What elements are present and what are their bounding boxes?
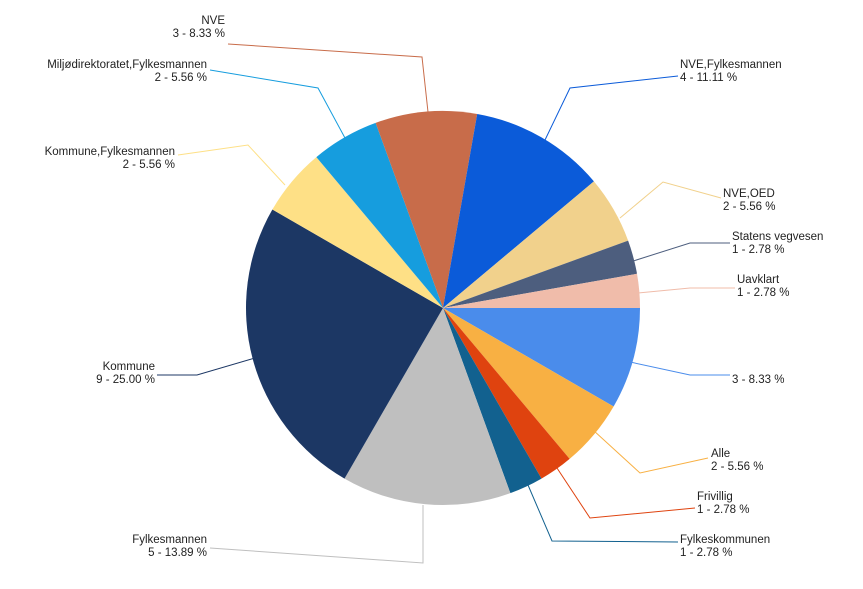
slice-label [47,59,207,84]
slice-label [697,491,749,516]
slice-label [732,374,784,386]
slice-label [723,188,775,213]
slice-label-name: Statens vegvesen [732,231,824,243]
label-connector-line [630,362,730,375]
pie-slices [246,111,640,505]
slice-label [680,534,770,559]
slice-label-name: NVE,Fylkesmannen [680,59,782,71]
slice-label-value: 5 - 13.89 % [148,547,207,559]
slice-label-name: Alle [711,448,731,460]
slice-label-value: 1 - 2.78 % [737,287,790,299]
label-connector-line [178,145,285,185]
label-connector-line [210,70,345,138]
label-connector-line [528,485,678,542]
slice-label [732,231,823,256]
slice-label [132,534,207,559]
slice-label-name: Frivillig [697,491,733,503]
slice-label [173,15,226,40]
slice-label-value: 1 - 2.78 % [680,547,733,559]
label-connector-line [620,182,721,218]
label-connector-line [545,76,678,140]
slice-label [737,274,789,299]
slice-label-value: 1 - 2.78 % [697,504,750,516]
slice-label [711,448,763,473]
slice-label-name: Miljødirektoratet,Fylkesmannen [47,59,207,71]
slice-label-value: 2 - 5.56 % [122,159,175,171]
slice-label-value: 9 - 25.00 % [96,374,155,386]
label-connector-line [593,430,708,473]
slice-label-value: 3 - 8.33 % [172,28,225,40]
slice-label-name: Fylkesmannen [132,534,207,546]
slice-label [96,361,155,386]
slice-label-name: NVE [201,15,225,27]
slice-label-value: 3 - 8.33 % [732,374,785,386]
slice-label-value: 1 - 2.78 % [732,244,785,256]
slice-label-name: NVE,OED [723,188,775,200]
label-connector-line [210,505,423,563]
slice-label-value: 4 - 11.11 % [680,72,738,84]
slice-label-name: Uavklart [737,274,780,286]
label-connector-line [630,243,730,262]
slice-label [680,59,782,84]
label-connector-line [638,288,735,293]
slice-label-name: Fylkeskommunen [680,534,771,546]
slice-label-value: 2 - 5.56 % [711,461,764,473]
label-connector-line [157,358,255,375]
slice-label-name: Kommune,Fylkesmannen [44,146,175,158]
slice-label-value: 2 - 5.56 % [723,201,776,213]
slice-label [45,146,175,171]
label-connector-line [555,465,695,518]
slice-label-name: Kommune [102,361,155,373]
slice-label-value: 2 - 5.56 % [154,72,207,84]
